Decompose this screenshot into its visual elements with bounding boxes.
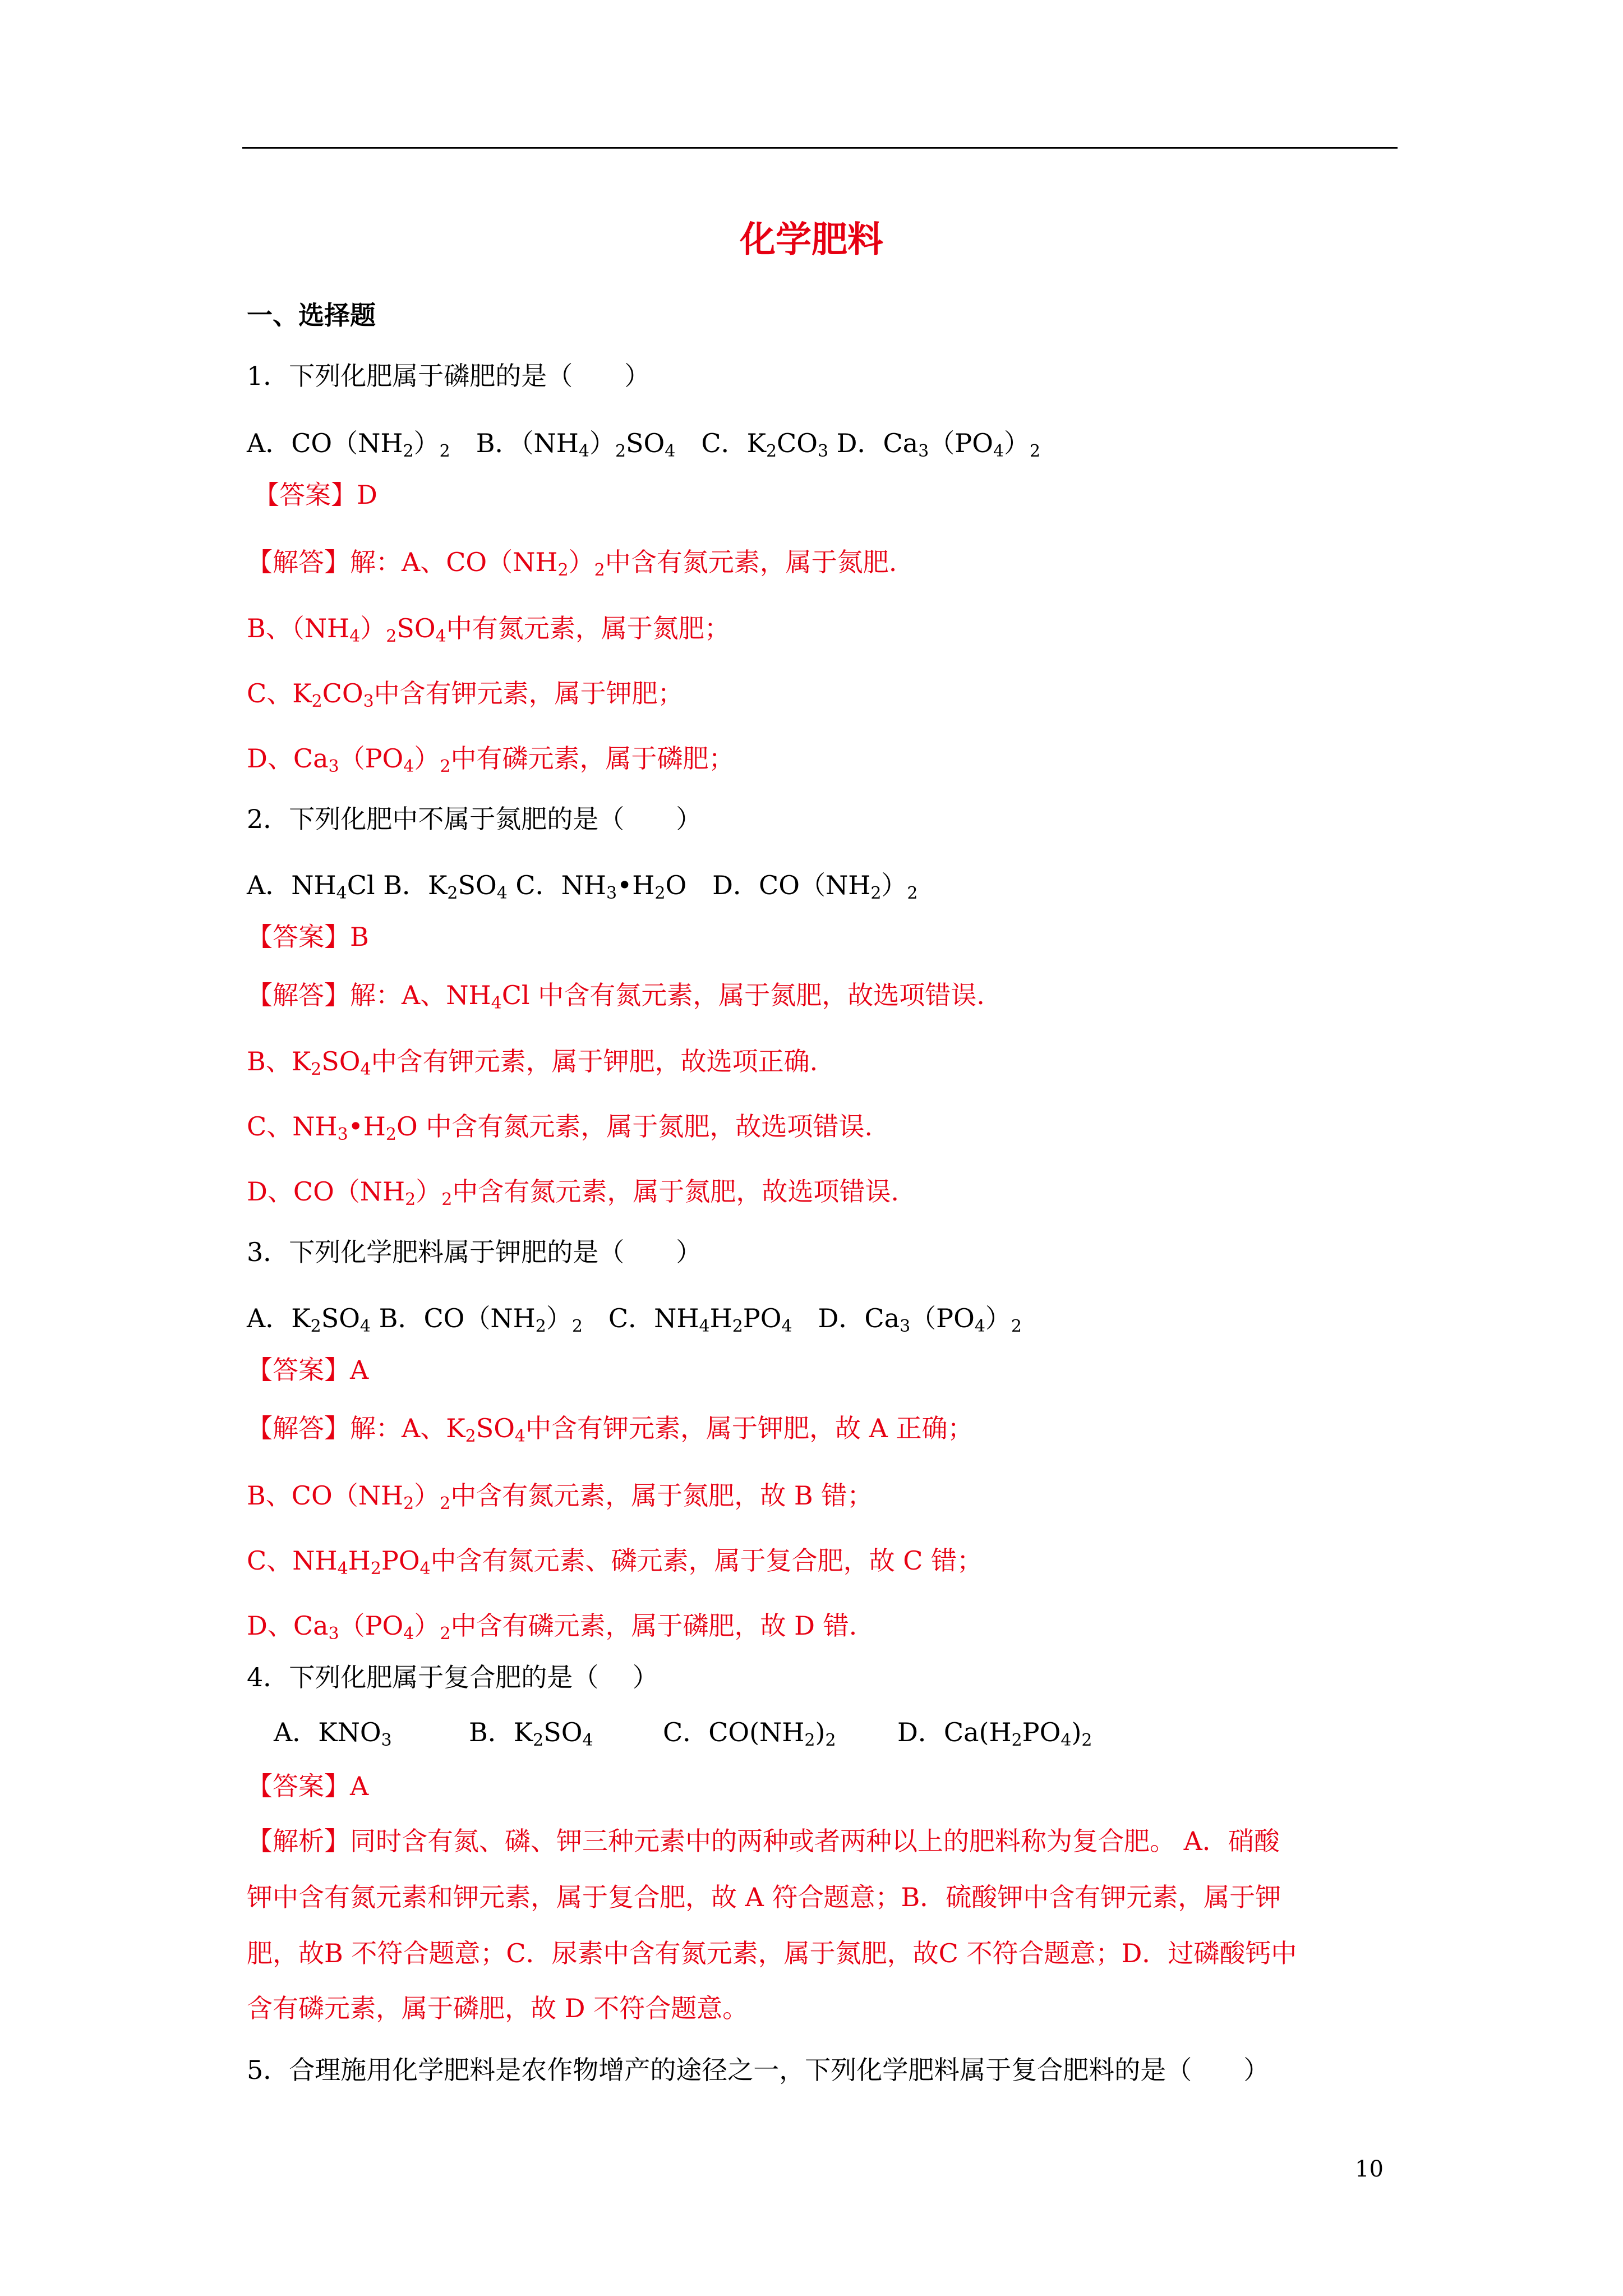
q2-answer: 【答案】B <box>247 922 369 952</box>
q2-options: A．$NH_4Cl$ B．$K_2SO_4$ C．$NH_3•H_2O$ D．$CO(NH_2)_2$ <box>247 870 918 903</box>
q1-explanation-2: B、$(NH_4)_2SO_4$中有氮元素，属于氮肥； <box>247 613 730 646</box>
q4-stem: 4．下列化肥属于复合肥的是（ ） <box>247 1662 658 1692</box>
header-rule <box>242 147 1398 149</box>
q1-options: A．$CO(NH_2)_2$ B．$(NH_4)_2SO_4$ C．$K_2CO_3$ D．$Ca_3(PO_4)_2$ <box>247 428 1041 461</box>
q4-explanation-1: 【解析】同时含有氮、磷、钾三种元素中的两种或者两种以上的肥料称为复合肥。 A．硝酸 <box>247 1826 1280 1856</box>
q2-explanation-3: C、$NH_3•H_2O$ 中含有氮元素，属于氮肥，故选项错误. <box>247 1111 873 1144</box>
q4-explanation-4: 含有磷元素，属于磷肥，故 D 不符合题意。 <box>247 1993 749 2023</box>
q5-stem: 5．合理施用化学肥料是农作物增产的途径之一，下列化学肥料属于复合肥料的是（ ） <box>247 2055 1270 2085</box>
page-number: 10 <box>1355 2156 1384 2182</box>
q1-explanation-3: C、$K_2CO_3$中含有钾元素，属于钾肥； <box>247 678 684 711</box>
q1-answer: 【答案】D <box>253 480 377 510</box>
q3-explanation-4: D、$Ca_3(PO_4)_2$中含有磷元素，属于磷肥，故 D 错. <box>247 1611 857 1644</box>
q2-explanation-1: 【解答】解：A、$NH_4Cl$ 中含有氮元素，属于氮肥，故选项错误. <box>247 980 985 1013</box>
q4-explanation-2: 钾中含有氮元素和钾元素，属于复合肥，故 A 符合题意；B．硫酸钾中含有钾元素，属于钾 <box>247 1882 1281 1912</box>
q4-answer: 【答案】A <box>247 1771 369 1801</box>
q4-option-a: A．$KNO_3$ <box>274 1717 392 1750</box>
q2-explanation-4: D、$CO(NH_2)_2$中含有氮元素，属于氮肥，故选项错误. <box>247 1176 899 1209</box>
q1-stem: 1．下列化肥属于磷肥的是（ ） <box>247 361 651 391</box>
q4-explanation-3: 肥，故B 不符合题意；C．尿素中含有氮元素，属于氮肥，故C 不符合题意；D．过磷酸钙中 <box>247 1938 1297 1968</box>
q3-explanation-1: 【解答】解：A、$K_2SO_4$中含有钾元素，属于钾肥，故 A 正确； <box>247 1413 974 1446</box>
q4-option-b: B．$K_2SO_4$ <box>469 1717 593 1750</box>
q3-explanation-2: B、$CO(NH_2)_2$中含有氮元素，属于氮肥，故 B 错； <box>247 1480 873 1513</box>
section-heading: 一、选择题 <box>247 300 376 330</box>
q3-explanation-3: C、$NH_4H_2PO_4$中含有氮元素、磷元素，属于复合肥，故 C 错； <box>247 1545 983 1579</box>
q2-stem: 2．下列化肥中不属于氮肥的是（ ） <box>247 804 702 834</box>
q4-option-c: C．$CO(NH_2)_2$ <box>663 1717 836 1750</box>
q3-stem: 3．下列化学肥料属于钾肥的是（ ） <box>247 1237 702 1267</box>
q3-options: A．$K_2SO_4$ B．$CO(NH_2)_2$ C．$NH_4H_2PO_4$ D．$Ca_3(PO_4)_2$ <box>247 1303 1022 1336</box>
q4-option-d: D．$Ca(H_2PO_4)_2$ <box>897 1717 1092 1750</box>
q1-explanation-4: D、$Ca_3(PO_4)_2$中有磷元素，属于磷肥； <box>247 743 735 776</box>
q3-answer: 【答案】A <box>247 1355 369 1385</box>
q1-explanation-1: 【解答】解：A、$CO(NH_2)_2$中含有氮元素，属于氮肥. <box>247 547 897 580</box>
page-title: 化学肥料 <box>740 219 883 261</box>
q2-explanation-2: B、$K_2SO_4$中含有钾元素，属于钾肥，故选项正确. <box>247 1046 818 1079</box>
